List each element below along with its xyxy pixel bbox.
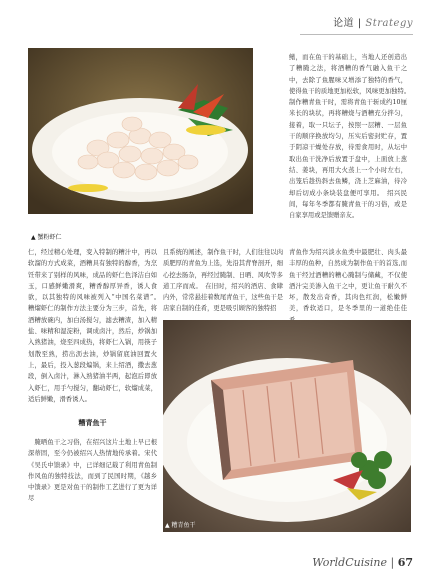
column-4-paragraph: 鳍，而在鱼干的基础上，当地人还创造出了糟腌之法，将酒糟的香气融入鱼干之中，去除了鱼腥味又增添了独特的香气，使得鱼干的质地更加松软，风味更加独特。 制作糟青鱼干时，需将青鱼干斩成约10厘米长的块状，再将糟烧与酒糟充分拌匀，接着，取一只坛子，按照一层糟、一层鱼干的顺序换放均匀，压实后密封贮存，置于阴凉干燥处存放，待需食用时，从坛中取出鱼干洗净后放置于盘中，上面放上葱结、姜块，再用大火蒸上一个小时左右，出笼后趁热斜去鱼鳞，浇上芝麻油，待冷却后切成小条块装盘便可享用。 绍兴民间，每年冬季都有腌青鱼干的习俗，或是自家享用或是馈赠亲友。 <box>289 54 414 220</box>
column-2-paragraph: 且系统的阐述，制作鱼干时，人们往往以肉质肥厚的青鱼为上选，先沿其背脊剖开，细心挖去肠杂，再经过腌制、日晒、风吹等多道工序而成。 在旧时，绍兴的酒店、食肆内外，常常悬挂着数尾青鱼干，这些鱼干是店家自制的佳肴，更是吸引顾客的独特招 <box>163 249 283 313</box>
magazine-brand: WorldCuisine <box>312 556 387 569</box>
page-footer: WorldCuisine | 67 <box>312 556 413 569</box>
section-title-cn: 论道 <box>333 18 355 29</box>
section-tag: 论道 | Strategy <box>333 18 413 29</box>
fish-dish-photo <box>163 320 411 532</box>
column-3-text <box>289 247 407 326</box>
shrimp-dish-photo <box>28 48 253 214</box>
column-4-text <box>289 52 414 221</box>
photo1-caption: ▲ 蟹粉虾仁 <box>31 234 62 241</box>
page-header <box>0 0 427 46</box>
subsection-heading: 糟青鱼干 <box>78 419 107 427</box>
column-2-text <box>163 247 283 315</box>
page-number: 67 <box>397 556 413 569</box>
header-divider <box>300 34 413 35</box>
column-1b-text <box>28 437 157 505</box>
section-title-en: Strategy <box>365 18 413 29</box>
column-1-paragraph: 仁，经过精心处理，变入特制的糟汁中，再以软溜的方式成菜，酒糟具有独特的醇香，为烹饪带来了别样的风味，成品的虾仁色泽洁白如玉，口感鲜嫩滑爽，糟香醇厚异香，诱人食欲，以其独特的风味被列入“中国名菜谱”。 糟熘虾仁的制作方法主要分为三步，首先，将酒糟放碗内，加白汤搅匀，滤去糟渣，加入精盐、味精和湿淀粉，调成卤汁，然后，炒锅加入熟猪油，烧至四成热，将虾仁入锅，用筷子划散至熟，捞出沥去油，炒锅留底油回置火上，最后，投入葱段煸锅，来上绍酒，撒去葱段，倒入卤汁，淋入熟猪油半两，起泡后即放入虾仁，用手勺搅匀，翻动虾仁，软熘成菜，适后鲜嫩，滑香诱人。 <box>28 249 164 403</box>
column-1-text <box>28 247 164 405</box>
photo2-caption: ▲ 糟青鱼干 <box>165 522 196 529</box>
column-3-paragraph: 青鱼作为绍兴淡水鱼类中最肥壮、肉头最丰厚的鱼种，自然成为制作鱼干的首选,而鱼干经过酒糟的糟心腌制与储藏，不仅使酒汁完美渗入鱼干之中，更让鱼干耐久不坏，散发出奇香，其肉色红润，松嫩鲜美，香软适口，是冬季里的一道绝佳佳 <box>289 249 407 313</box>
column-1b-paragraph: 腌晒鱼干之习俗，在绍兴这片土地上早已根深蒂固，至今仍被绍兴人热情地传承着。宋代《吴氏中馈录》中，已详细记载了利用青鱼制作风鱼的独特技法，而到了民国时期，《越乡中馈录》更是对鱼干的制作工艺进行了更为详尽 <box>28 439 157 503</box>
